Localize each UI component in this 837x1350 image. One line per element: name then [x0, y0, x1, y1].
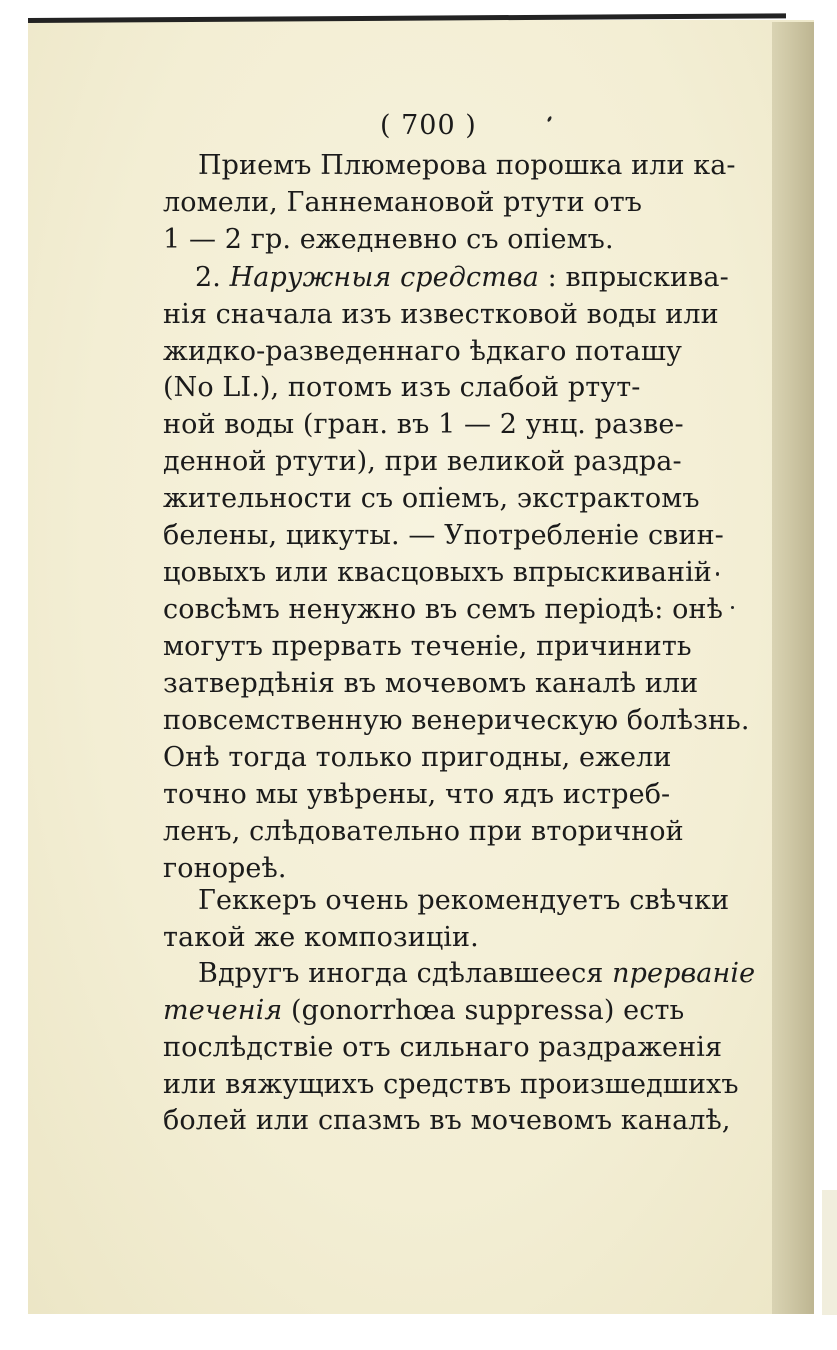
text-line-24-rest: (gonorrhœa suppressa) есть — [291, 995, 685, 1026]
text-line-2: ломели, Ганнемановой ртути отъ — [163, 187, 643, 218]
text-line-13: совсѣмъ ненужно въ семъ періодѣ: онѣ — [163, 594, 723, 625]
text-line-27: болей или спазмъ въ мочевомъ каналѣ, — [163, 1105, 731, 1136]
text-line-11: белены, цикуты. — Употребленіе свин- — [163, 520, 724, 551]
text-line-6: жидко-разведеннаго ѣдкаго поташу — [163, 336, 683, 367]
text-line-3: 1 — 2 гр. ежедневно съ опіемъ. — [163, 224, 614, 255]
text-line-24 — [163, 997, 684, 1024]
emphasis-italic-2: теченія — [163, 995, 283, 1026]
text-line-19: ленъ, слѣдовательно при вторичной — [163, 816, 684, 847]
ink-speck — [731, 606, 734, 609]
text-line-4-rest: : впрыскива- — [547, 262, 729, 293]
text-line-14: могутъ прервать теченіе, причинить — [163, 631, 692, 662]
text-line-1: Приемъ Плюмерова порошка или ка- — [198, 150, 736, 181]
ink-speck — [716, 572, 719, 576]
text-line-21: Геккеръ очень рекомендуетъ свѣчки — [198, 885, 730, 916]
page-right-edge-shadow — [772, 22, 814, 1314]
text-line-16: повсемственную венерическую болѣзнь. — [163, 705, 750, 736]
list-number: 2. — [195, 262, 221, 293]
text-line-17: Онѣ тогда только пригодны, ежели — [163, 742, 672, 773]
text-line-10: жительности съ опіемъ, экстрактомъ — [163, 483, 700, 514]
section-heading-italic: Наружныя средства — [229, 262, 539, 293]
emphasis-italic: прерваніе — [612, 958, 756, 989]
text-line-22: такой же композиціи. — [163, 922, 479, 953]
text-line-20: гонореѣ. — [163, 853, 287, 884]
text-line-26: или вяжущихъ средствъ произшедшихъ — [163, 1069, 739, 1100]
page-number: ( 700 ) — [380, 110, 477, 141]
page-corner-edge — [822, 1190, 837, 1315]
text-line-5: нія сначала изъ известковой воды или — [163, 299, 719, 330]
text-line-18: точно мы увѣрены, что ядъ истреб- — [163, 779, 671, 810]
text-line-7: (No LI.), потомъ изъ слабой ртут- — [163, 372, 641, 403]
text-line-9: денной ртути), при великой раздра- — [163, 446, 682, 477]
text-line-8: ной воды (гран. въ 1 — 2 унц. разве- — [163, 409, 684, 440]
text-line-23 — [198, 960, 755, 987]
text-line-4 — [195, 264, 729, 291]
text-line-23-start: Вдругъ иногда сдѣлавшееся — [198, 958, 604, 989]
text-line-25: послѣдствіе отъ сильнаго раздраженія — [163, 1032, 723, 1063]
text-line-12: цовыхъ или квасцовыхъ впрыскиваній — [163, 557, 712, 588]
text-line-15: затвердѣнія въ мочевомъ каналѣ или — [163, 668, 699, 699]
